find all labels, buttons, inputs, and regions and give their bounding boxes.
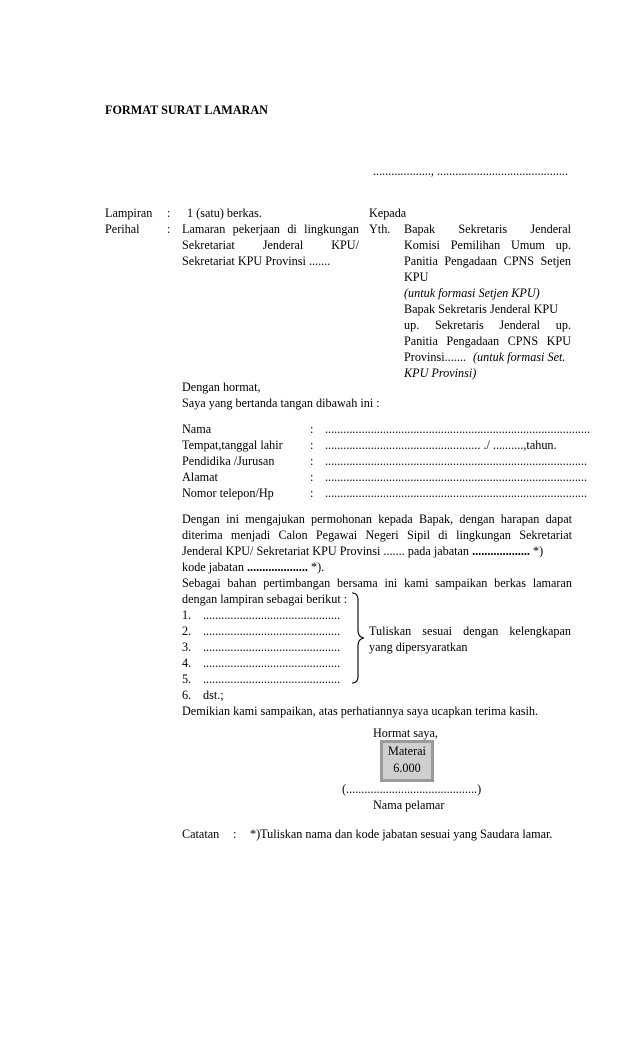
perihal-label: Perihal [105,222,140,236]
addressee-line: Provinsi....... [404,350,466,364]
kode-jabatan-blank: .................... [246,560,308,574]
attachment-number: 5. [182,672,192,686]
attachment-item: ............................................. [203,608,341,622]
closing-text: Demikian kami sampaikan, atas perhatiannya saya ucapkan terima kasih. [182,704,539,718]
attachment-number: 6. [182,688,192,702]
brace-note-line: yang dipersyaratkan [369,640,468,654]
attachment-intro-line: Sebagai bahan pertimbangan bersama ini kami sampaikan berkas lamaran [182,576,572,590]
date-line: ..................., ........................................... [373,164,568,178]
intro-text: Saya yang bertanda tangan dibawah ini : [182,396,380,410]
field-label: Nama [182,422,212,436]
body-line [182,559,324,576]
field-colon: : [310,438,314,452]
field-value: ...................................................................................... [325,454,588,468]
field-label: Nomor telepon/Hp [182,486,274,500]
kepada-label: Kepada [369,206,407,220]
addressee-line: Panitia Pengadaan CPNS KPU [404,334,571,348]
addressee-line: KPU [404,270,429,284]
attachment-number: 1. [182,608,192,622]
field-colon: : [310,454,314,468]
addressee-line: Bapak Sekretaris Jenderal [404,222,571,236]
attachment-item: ............................................. [203,640,341,654]
curly-brace-icon [350,592,366,684]
addressee-line: up. Sekretaris Jenderal up. [404,318,571,332]
perihal-line: Sekretariat KPU Provinsi ....... [182,254,331,268]
field-value: ....................................................................................... [325,422,591,436]
field-colon: : [310,486,314,500]
lampiran-label: Lampiran [105,206,153,220]
jabatan-blank: ................... [472,544,530,558]
salutation: Dengan hormat, [182,380,261,394]
formasi-note: KPU Provinsi) [404,366,477,380]
addressee-line: Komisi Pemilihan Umum up. [404,238,571,252]
stamp-label: Materai [388,744,426,758]
field-label: Tempat,tanggal lahir [182,438,283,452]
signature-greeting: Hormat saya, [373,726,438,740]
catatan-label: Catatan [182,827,220,841]
addressee-line: Panitia Pengadaan CPNS Setjen [404,254,571,268]
attachment-number: 3. [182,640,192,654]
field-label: Alamat [182,470,218,484]
field-colon: : [310,422,314,436]
page-title: FORMAT SURAT LAMARAN [105,103,268,117]
catatan-text: *)Tuliskan nama dan kode jabatan sesuai yang Saudara lamar. [250,827,553,841]
field-value: ...................................................................................... [325,486,588,500]
yth-label: Yth. [369,222,391,236]
materai-stamp [380,740,434,782]
field-label: Pendidika /Jurusan [182,454,275,468]
field-colon: : [310,470,314,484]
attachment-item: ............................................. [203,624,341,638]
signature-name-line: (...........................................) [342,782,482,796]
field-value: ................................................... ./ ..........,tahun. [325,438,557,452]
field-value: ...................................................................................... [325,470,588,484]
attachment-number: 2. [182,624,192,638]
brace-note-line: Tuliskan sesuai dengan kelengkapan [369,624,571,638]
attachment-item: ............................................. [203,656,341,670]
formasi-note: (untuk formasi Setjen KPU) [404,286,540,300]
attachment-number: 4. [182,656,192,670]
addressee-line: Bapak Sekretaris Jenderal KPU [404,302,558,316]
catatan-colon: : [233,827,237,841]
attachment-item: ............................................. [203,672,341,686]
stamp-value: 6.000 [393,761,421,775]
perihal-line: Sekretariat Jenderal KPU/ [182,238,359,252]
lampiran-value: 1 (satu) berkas. [187,206,262,220]
attachment-item: dst.; [203,688,224,702]
body-line-text: Jenderal KPU/ Sekretariat KPU Provinsi ....... pada jabatan [182,544,470,558]
perihal-colon: : [167,222,171,236]
attachment-intro-line: dengan lampiran sebagai berikut : [182,592,348,606]
footnote-marker: *). [310,560,325,574]
body-line [182,543,543,560]
body-line-text: kode jabatan [182,560,244,574]
footnote-marker: *) [533,544,544,558]
signature-caption: Nama pelamar [373,798,445,812]
perihal-line: Lamaran pekerjaan di lingkungan [182,222,359,236]
body-line: diterima menjadi Calon Pegawai Negeri Sipil di lingkungan Sekretariat [182,528,572,542]
formasi-note: (untuk formasi Set. [473,350,566,364]
body-line: Dengan ini mengajukan permohonan kepada Bapak, dengan harapan dapat [182,512,572,526]
lampiran-colon: : [167,206,171,220]
